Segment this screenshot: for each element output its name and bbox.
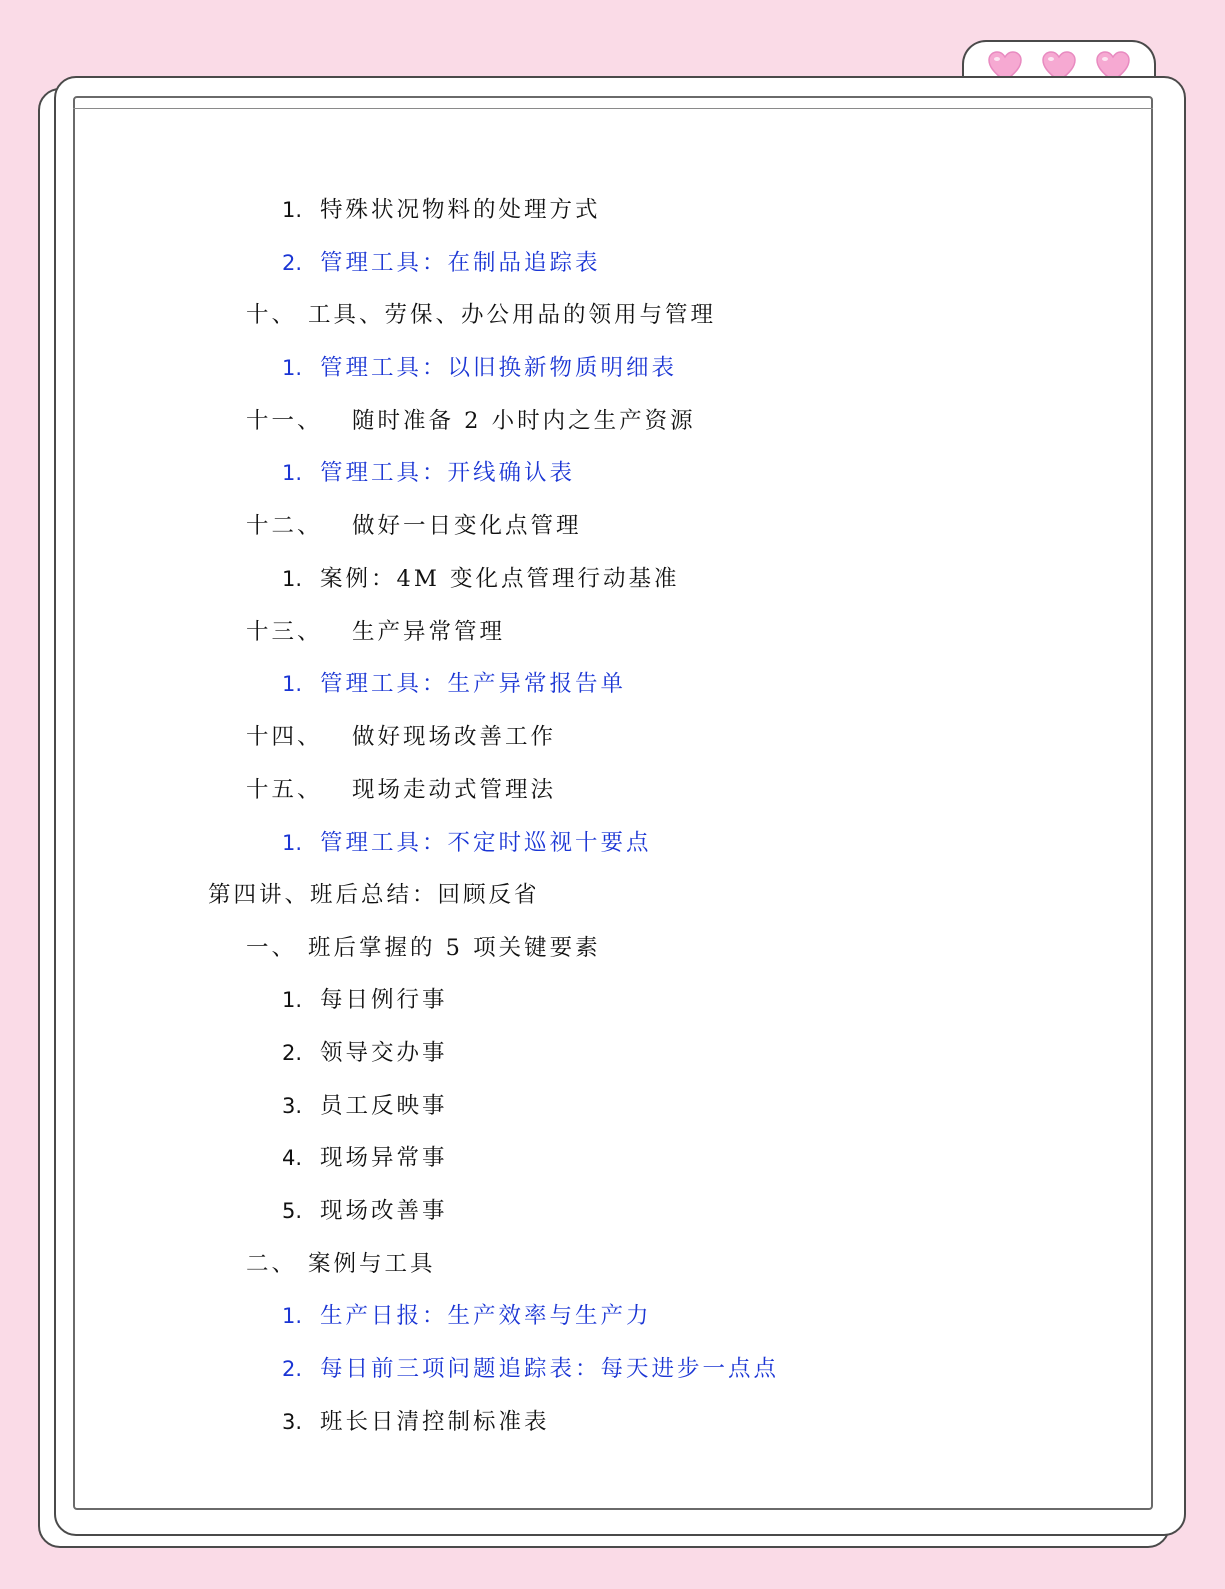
outline-item [282, 669, 626, 699]
outline-number: 1. [282, 988, 303, 1012]
header-rule [73, 108, 1153, 109]
outline-text: 现场走动式管理法 [352, 777, 557, 803]
outline-text: 班长日清控制标准表 [320, 1409, 550, 1435]
outline-number: 二、 [246, 1251, 298, 1277]
outline-item [282, 1038, 448, 1068]
outline-text: 特殊状况物料的处理方式 [320, 197, 601, 223]
outline-number: 十一、 [246, 408, 323, 434]
outline-number: 1. [282, 198, 303, 222]
outline-text: 管理工具：不定时巡视十要点 [320, 830, 652, 856]
outline-number: 2. [282, 1357, 303, 1381]
outline-number: 2. [282, 1041, 303, 1065]
outline-item [282, 985, 448, 1015]
outline-text: 管理工具：开线确认表 [320, 460, 576, 486]
section-heading [246, 722, 556, 752]
outline-text: 每日例行事 [320, 987, 448, 1013]
outline-item [282, 1196, 448, 1226]
outline-text: 每日前三项问题追踪表：每天进步一点点 [320, 1356, 780, 1382]
outline-number: 3. [282, 1094, 303, 1118]
chapter-heading [208, 880, 540, 910]
outline-text: 现场异常事 [320, 1145, 448, 1171]
outline-number: 一、 [246, 935, 298, 961]
outline-number: 十三、 [246, 619, 323, 645]
outline-item [282, 1301, 652, 1331]
outline-text: 管理工具：以旧换新物质明细表 [320, 355, 678, 381]
outline-item [282, 248, 601, 278]
outline-number: 1. [282, 567, 303, 591]
outline-number: 1. [282, 831, 303, 855]
outline-text: 做好现场改善工作 [352, 724, 557, 750]
section-heading [246, 300, 716, 330]
outline-item [282, 564, 680, 594]
outline-text: 做好一日变化点管理 [352, 513, 582, 539]
outline-text: 案例与工具 [308, 1251, 436, 1277]
outline-item [282, 1091, 448, 1121]
outline-text: 管理工具：生产异常报告单 [320, 671, 627, 697]
section-heading [246, 1249, 436, 1279]
outline-text: 管理工具：在制品追踪表 [320, 250, 601, 276]
outline-text: 随时准备 2 小时内之生产资源 [352, 408, 696, 434]
outline-item [282, 1143, 448, 1173]
section-heading [246, 775, 556, 805]
outline-text: 员工反映事 [320, 1093, 448, 1119]
outline-text: 现场改善事 [320, 1198, 448, 1224]
outline-text: 案例：4M 变化点管理行动基准 [320, 566, 680, 592]
outline-number: 5. [282, 1199, 303, 1223]
section-heading [246, 406, 696, 436]
outline-number: 十、 [246, 302, 298, 328]
section-heading [246, 933, 601, 963]
outline-number: 1. [282, 672, 303, 696]
outline-number: 4. [282, 1146, 303, 1170]
outline-item [282, 1407, 550, 1437]
outline-number: 1. [282, 356, 303, 380]
outline-item [282, 828, 652, 858]
outline-number: 2. [282, 251, 303, 275]
section-heading [246, 511, 582, 541]
section-heading [246, 617, 505, 647]
outline-number: 十五、 [246, 777, 323, 803]
outline-item [282, 353, 677, 383]
outline-number: 3. [282, 1410, 303, 1434]
outline-number: 1. [282, 1304, 303, 1328]
outline-text: 领导交办事 [320, 1040, 448, 1066]
outline-text: 班后掌握的 5 项关键要素 [308, 935, 601, 961]
outline-item [282, 195, 601, 225]
outline-text: 生产异常管理 [352, 619, 506, 645]
outline-text: 工具、劳保、办公用品的领用与管理 [308, 302, 717, 328]
outline-number: 十二、 [246, 513, 323, 539]
outline-text: 第四讲、班后总结：回顾反省 [208, 882, 540, 908]
outline-number: 十四、 [246, 724, 323, 750]
outline-item [282, 458, 575, 488]
outline-item [282, 1354, 779, 1384]
outline-text: 生产日报：生产效率与生产力 [320, 1303, 652, 1329]
outline-number: 1. [282, 461, 303, 485]
